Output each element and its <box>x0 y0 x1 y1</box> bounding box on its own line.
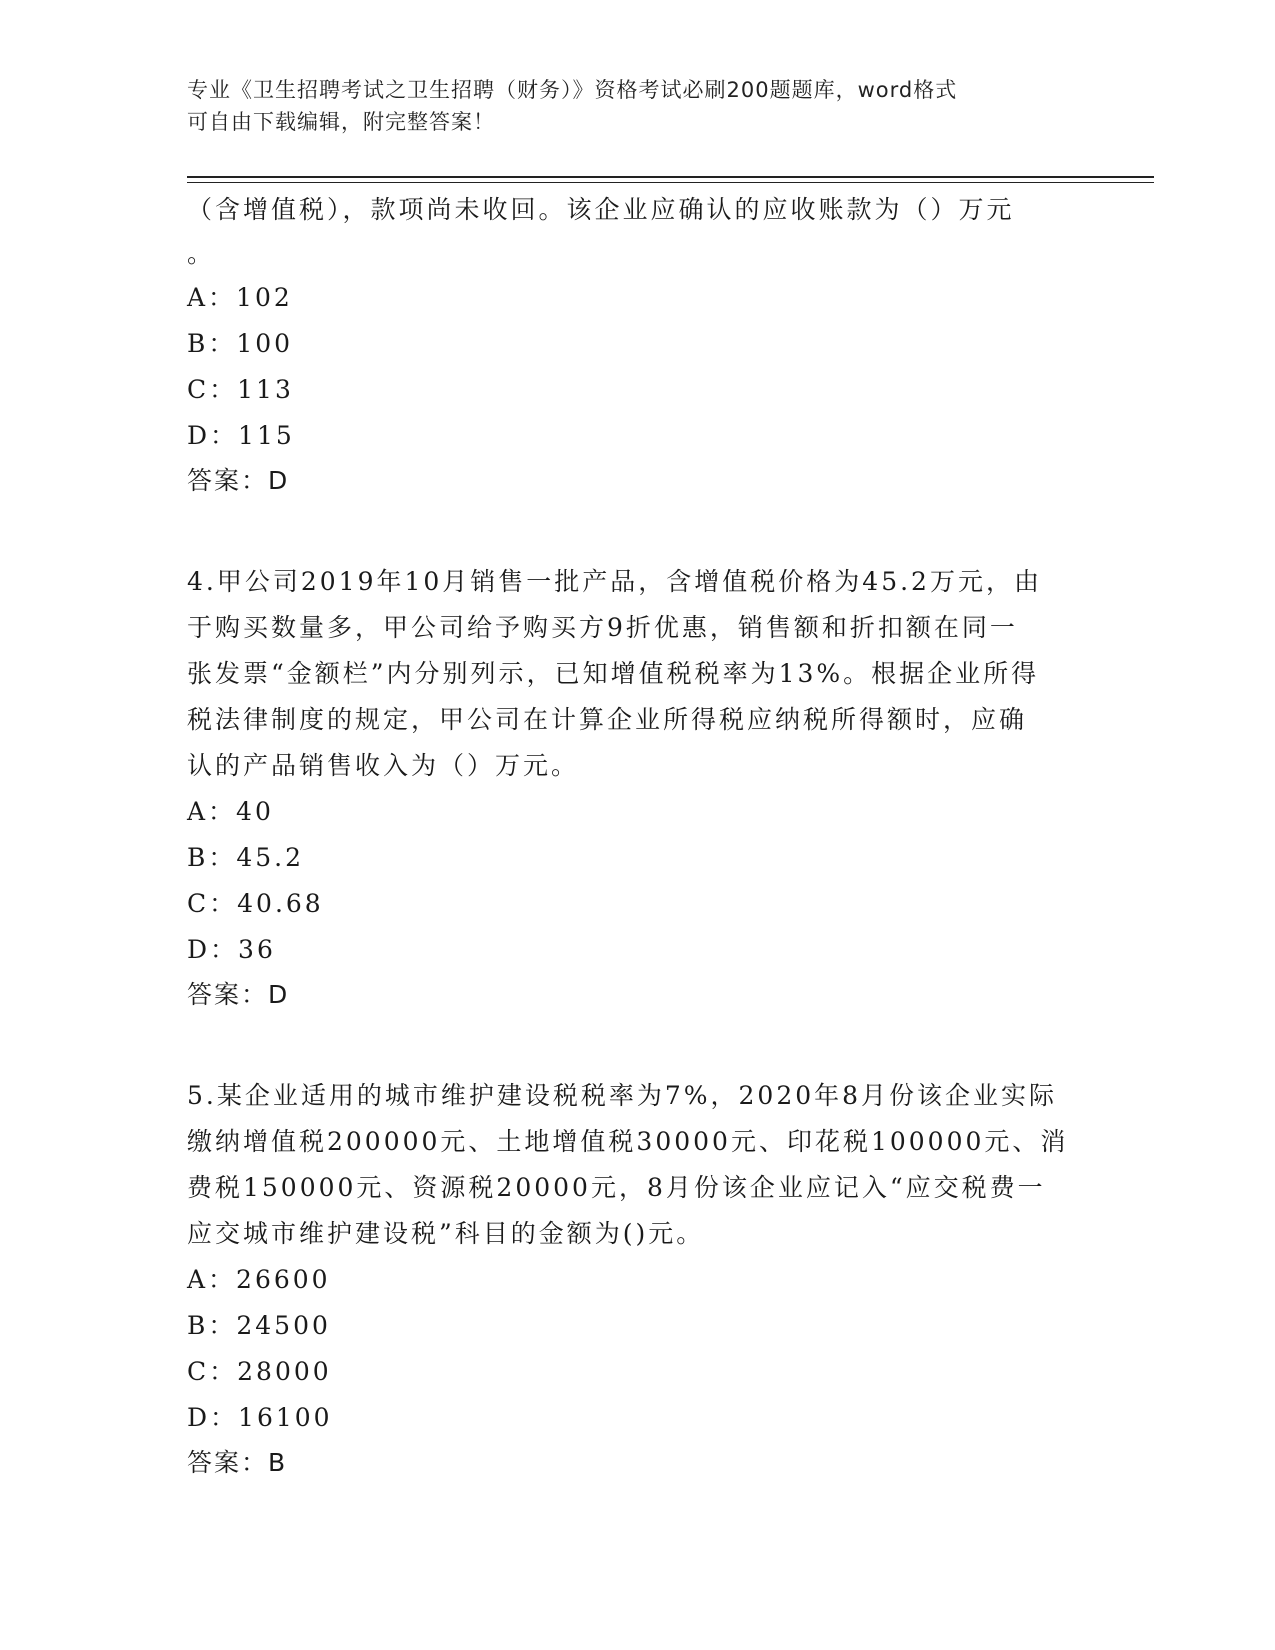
question-text-line: 缴纳增值税200000元、土地增值税30000元、印花税100000元、消 <box>187 1127 1069 1156</box>
option-d: D：16100 <box>187 1403 333 1432</box>
option-b: B：100 <box>187 329 294 358</box>
spacer <box>187 503 1087 559</box>
option-d: D：115 <box>187 421 295 450</box>
question-content <box>187 187 1087 1485</box>
header-divider-thin <box>187 182 1154 183</box>
header-line-2: 可自由下载编辑，附完整答案！ <box>187 110 495 134</box>
option-d: D：36 <box>187 935 276 964</box>
option-a: A：26600 <box>187 1265 331 1294</box>
question-text-line: 。 <box>187 239 216 268</box>
option-a: A：102 <box>187 283 293 312</box>
question-text-line: 认的产品销售收入为（）万元。 <box>187 751 580 780</box>
question-text-line: 应交城市维护建设税”科目的金额为()元。 <box>187 1219 705 1248</box>
question-text-line: 税法律制度的规定，甲公司在计算企业所得税应纳税所得额时，应确 <box>187 705 1028 734</box>
question-5 <box>187 1073 1087 1485</box>
option-b: B：24500 <box>187 1311 331 1340</box>
answer: 答案：D <box>187 980 290 1009</box>
question-4 <box>187 559 1087 1017</box>
option-c: C：28000 <box>187 1357 332 1386</box>
question-text-line: 张发票“金额栏”内分别列示，已知增值税税率为13%。根据企业所得 <box>187 659 1040 688</box>
question-text-line: 费税150000元、资源税20000元，8月份该企业应记入“应交税费一 <box>187 1173 1046 1202</box>
question-text-line: 5.某企业适用的城市维护建设税税率为7%，2020年8月份该企业实际 <box>187 1081 1058 1110</box>
question-text-line: 于购买数量多，甲公司给予购买方9折优惠，销售额和折扣额在同一 <box>187 613 1018 642</box>
question-text-line: （含增值税），款项尚未收回。该企业应确认的应收账款为（）万元 <box>187 195 1015 224</box>
option-c: C：113 <box>187 375 294 404</box>
header-divider-thick <box>187 176 1154 178</box>
question-3 <box>187 187 1087 503</box>
answer: 答案：D <box>187 466 290 495</box>
question-text-line: 4.甲公司2019年10月销售一批产品，含增值税价格为45.2万元，由 <box>187 567 1042 596</box>
header-line-1: 专业《卫生招聘考试之卫生招聘（财务）》资格考试必刷200题题库，word格式 <box>187 78 958 102</box>
option-a: A：40 <box>187 797 274 826</box>
option-c: C：40.68 <box>187 889 324 918</box>
document-header <box>187 74 1067 138</box>
spacer <box>187 1017 1087 1073</box>
option-b: B：45.2 <box>187 843 305 872</box>
answer: 答案：B <box>187 1448 288 1477</box>
